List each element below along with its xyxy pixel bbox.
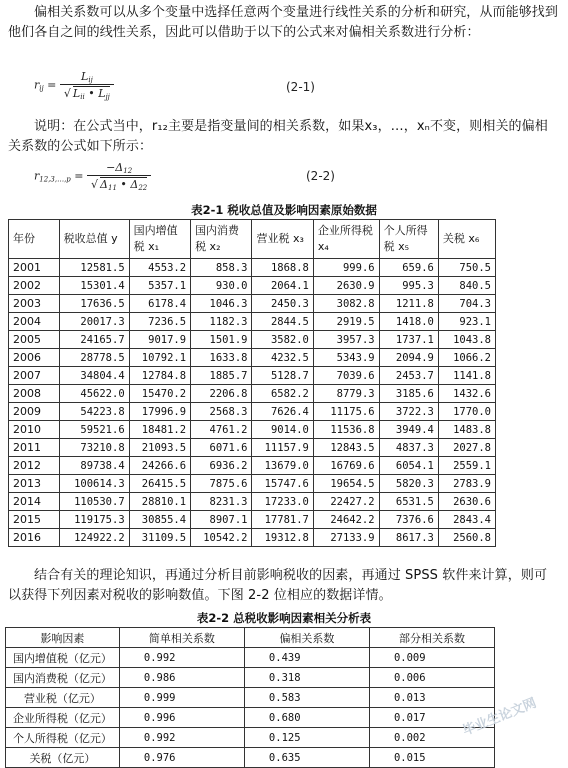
value-cell: 5128.7 — [252, 367, 313, 385]
year-cell: 2014 — [9, 493, 60, 511]
table-header-row — [6, 628, 495, 648]
table-row — [9, 313, 496, 331]
table-row — [9, 421, 496, 439]
value-cell: 2559.1 — [438, 457, 495, 475]
table-row — [9, 277, 496, 295]
value-cell: 19654.5 — [313, 475, 379, 493]
value-cell: 8617.3 — [379, 529, 438, 547]
value-cell: 995.3 — [379, 277, 438, 295]
coefficient-cell: 0.680 — [244, 708, 369, 728]
value-cell: 2844.5 — [252, 313, 313, 331]
table-row — [9, 493, 496, 511]
value-cell: 24642.2 — [313, 511, 379, 529]
paragraph-conclusion: 结合有关的理论知识，再通过分析目前影响税收的因素，再通过 SPSS 软件来计算，则可以获得下列因素对税收的影响数值。下图 2-2 位相应的数据详情。 — [8, 568, 548, 603]
table-row — [9, 439, 496, 457]
value-cell: 659.6 — [379, 259, 438, 277]
value-cell: 12784.8 — [129, 367, 190, 385]
year-cell: 2006 — [9, 349, 60, 367]
value-cell: 18481.2 — [129, 421, 190, 439]
value-cell: 28810.1 — [129, 493, 190, 511]
value-cell: 24165.7 — [59, 331, 129, 349]
coefficient-cell: 0.125 — [244, 728, 369, 748]
value-cell: 13679.0 — [252, 457, 313, 475]
year-cell: 2015 — [9, 511, 60, 529]
paragraph-explanation: 说明：在公式当中，r₁₂主要是指变量间的相关系数，如果x₃，…，xₙ不变，则相关的偏相关系数的公式如下所示： — [8, 119, 548, 154]
value-cell: 16769.6 — [313, 457, 379, 475]
value-cell: 30855.4 — [129, 511, 190, 529]
factor-cell: 国内增值税（亿元） — [6, 648, 120, 668]
value-cell: 1868.8 — [252, 259, 313, 277]
table-row — [6, 688, 495, 708]
value-cell: 3722.3 — [379, 403, 438, 421]
year-cell: 2001 — [9, 259, 60, 277]
value-cell: 31109.5 — [129, 529, 190, 547]
value-cell: 1633.8 — [191, 349, 252, 367]
value-cell: 2094.9 — [379, 349, 438, 367]
formula-2-2: $r_{12,3,\dots,p}$ = $\frac{-\Delta_{12}}{√ \Delta_{11} • \Delta_{22}}$ — [34, 161, 151, 192]
value-cell: 704.3 — [438, 295, 495, 313]
year-cell: 2009 — [9, 403, 60, 421]
value-cell: 6582.2 — [252, 385, 313, 403]
watermark: 毕业生论文网 — [460, 695, 539, 739]
value-cell: 1483.8 — [438, 421, 495, 439]
year-cell: 2007 — [9, 367, 60, 385]
value-cell: 1432.6 — [438, 385, 495, 403]
header-year: 年份 — [9, 220, 60, 259]
coefficient-cell: 0.992 — [119, 648, 244, 668]
value-cell: 2843.4 — [438, 511, 495, 529]
value-cell: 5820.3 — [379, 475, 438, 493]
value-cell: 1885.7 — [191, 367, 252, 385]
table-row — [9, 349, 496, 367]
header-personal-income-tax: 个人所得税 x₅ — [379, 220, 438, 259]
value-cell: 12581.5 — [59, 259, 129, 277]
coefficient-cell: 0.996 — [119, 708, 244, 728]
value-cell: 1418.0 — [379, 313, 438, 331]
value-cell: 119175.3 — [59, 511, 129, 529]
value-cell: 54223.8 — [59, 403, 129, 421]
value-cell: 28778.5 — [59, 349, 129, 367]
value-cell: 8907.1 — [191, 511, 252, 529]
value-cell: 1043.8 — [438, 331, 495, 349]
value-cell: 6936.2 — [191, 457, 252, 475]
value-cell: 4232.5 — [252, 349, 313, 367]
value-cell: 1737.1 — [379, 331, 438, 349]
table-row — [9, 385, 496, 403]
header-part-correlation: 部分相关系数 — [369, 628, 494, 648]
equation-number-2-1: (2-1) — [286, 80, 315, 94]
value-cell: 20017.3 — [59, 313, 129, 331]
value-cell: 2453.7 — [379, 367, 438, 385]
value-cell: 999.6 — [313, 259, 379, 277]
year-cell: 2016 — [9, 529, 60, 547]
value-cell: 4553.2 — [129, 259, 190, 277]
value-cell: 110530.7 — [59, 493, 129, 511]
year-cell: 2012 — [9, 457, 60, 475]
value-cell: 17781.7 — [252, 511, 313, 529]
year-cell: 2004 — [9, 313, 60, 331]
value-cell: 24266.6 — [129, 457, 190, 475]
value-cell: 8779.3 — [313, 385, 379, 403]
value-cell: 59521.6 — [59, 421, 129, 439]
value-cell: 4837.3 — [379, 439, 438, 457]
table-row — [6, 648, 495, 668]
table-row — [9, 331, 496, 349]
coefficient-cell: 0.976 — [119, 748, 244, 768]
value-cell: 5357.1 — [129, 277, 190, 295]
factor-cell: 国内消费税（亿元） — [6, 668, 120, 688]
value-cell: 1211.8 — [379, 295, 438, 313]
value-cell: 1046.3 — [191, 295, 252, 313]
value-cell: 2783.9 — [438, 475, 495, 493]
value-cell: 26415.5 — [129, 475, 190, 493]
year-cell: 2008 — [9, 385, 60, 403]
value-cell: 6071.6 — [191, 439, 252, 457]
value-cell: 2568.3 — [191, 403, 252, 421]
header-total-tax: 税收总值 y — [59, 220, 129, 259]
header-vat: 国内增值税 x₁ — [129, 220, 190, 259]
coefficient-cell: 0.635 — [244, 748, 369, 768]
value-cell: 3949.4 — [379, 421, 438, 439]
value-cell: 2630.6 — [438, 493, 495, 511]
value-cell: 7626.4 — [252, 403, 313, 421]
value-cell: 100614.3 — [59, 475, 129, 493]
value-cell: 6178.4 — [129, 295, 190, 313]
equation-number-2-2: (2-2) — [306, 169, 335, 183]
value-cell: 8231.3 — [191, 493, 252, 511]
value-cell: 9017.9 — [129, 331, 190, 349]
value-cell: 1501.9 — [191, 331, 252, 349]
coefficient-cell: 0.009 — [369, 648, 494, 668]
table-1-caption: 表2-1 税收总值及影响因素原始数据 — [191, 203, 377, 217]
value-cell: 12843.5 — [313, 439, 379, 457]
header-tariff: 关税 x₆ — [438, 220, 495, 259]
value-cell: 15301.4 — [59, 277, 129, 295]
value-cell: 7236.5 — [129, 313, 190, 331]
coefficient-cell: 0.015 — [369, 748, 494, 768]
value-cell: 19312.8 — [252, 529, 313, 547]
factor-cell: 个人所得税（亿元） — [6, 728, 120, 748]
value-cell: 3957.3 — [313, 331, 379, 349]
header-corporate-income-tax: 企业所得税 x₄ — [313, 220, 379, 259]
table-row — [9, 511, 496, 529]
value-cell: 17996.9 — [129, 403, 190, 421]
table-2-caption: 表2-2 总税收影响因素相关分析表 — [196, 611, 372, 625]
value-cell: 923.1 — [438, 313, 495, 331]
header-partial-correlation: 偏相关系数 — [244, 628, 369, 648]
table-row — [9, 475, 496, 493]
value-cell: 17233.0 — [252, 493, 313, 511]
value-cell: 840.5 — [438, 277, 495, 295]
tax-raw-data-table — [8, 219, 496, 547]
value-cell: 1770.0 — [438, 403, 495, 421]
coefficient-cell: 0.017 — [369, 708, 494, 728]
value-cell: 2064.1 — [252, 277, 313, 295]
year-cell: 2010 — [9, 421, 60, 439]
table-row — [9, 295, 496, 313]
value-cell: 1066.2 — [438, 349, 495, 367]
table-row — [9, 259, 496, 277]
value-cell: 73210.8 — [59, 439, 129, 457]
correlation-table — [5, 627, 495, 768]
factor-cell: 营业税（亿元） — [6, 688, 120, 708]
header-consumption-tax: 国内消费税 x₂ — [191, 220, 252, 259]
value-cell: 4761.2 — [191, 421, 252, 439]
value-cell: 7376.6 — [379, 511, 438, 529]
value-cell: 10542.2 — [191, 529, 252, 547]
value-cell: 27133.9 — [313, 529, 379, 547]
table-row — [6, 708, 495, 728]
value-cell: 2027.8 — [438, 439, 495, 457]
header-factor: 影响因素 — [6, 628, 120, 648]
year-cell: 2002 — [9, 277, 60, 295]
value-cell: 9014.0 — [252, 421, 313, 439]
coefficient-cell: 0.318 — [244, 668, 369, 688]
paragraph-intro: 偏相关系数可以从多个变量中选择任意两个变量进行线性关系的分析和研究，从而能够找到他们各自之间的线性关系，因此可以借助于以下的公式来对偏相关系数进行分析： — [8, 5, 559, 40]
value-cell: 7039.6 — [313, 367, 379, 385]
value-cell: 3185.6 — [379, 385, 438, 403]
value-cell: 858.3 — [191, 259, 252, 277]
factor-cell: 企业所得税（亿元） — [6, 708, 120, 728]
value-cell: 2206.8 — [191, 385, 252, 403]
table-row — [9, 403, 496, 421]
value-cell: 6531.5 — [379, 493, 438, 511]
value-cell: 89738.4 — [59, 457, 129, 475]
value-cell: 124922.2 — [59, 529, 129, 547]
coefficient-cell: 0.992 — [119, 728, 244, 748]
header-simple-correlation: 简单相关系数 — [119, 628, 244, 648]
value-cell: 22427.2 — [313, 493, 379, 511]
value-cell: 15470.2 — [129, 385, 190, 403]
year-cell: 2005 — [9, 331, 60, 349]
formula-2-1: $r_{ij}$ = $\frac{L_{ij}}{√ L_{ii} • L_{jj}}$ — [34, 70, 114, 101]
value-cell: 2919.5 — [313, 313, 379, 331]
value-cell: 11157.9 — [252, 439, 313, 457]
value-cell: 3082.8 — [313, 295, 379, 313]
year-cell: 2011 — [9, 439, 60, 457]
year-cell: 2013 — [9, 475, 60, 493]
coefficient-cell: 0.013 — [369, 688, 494, 708]
value-cell: 11175.6 — [313, 403, 379, 421]
coefficient-cell: 0.999 — [119, 688, 244, 708]
year-cell: 2003 — [9, 295, 60, 313]
coefficient-cell: 0.986 — [119, 668, 244, 688]
coefficient-cell: 0.439 — [244, 648, 369, 668]
value-cell: 6054.1 — [379, 457, 438, 475]
coefficient-cell: 0.583 — [244, 688, 369, 708]
value-cell: 15747.6 — [252, 475, 313, 493]
value-cell: 2630.9 — [313, 277, 379, 295]
value-cell: 1182.3 — [191, 313, 252, 331]
value-cell: 7875.6 — [191, 475, 252, 493]
value-cell: 5343.9 — [313, 349, 379, 367]
table-header-row — [9, 220, 496, 259]
table-row — [9, 529, 496, 547]
value-cell: 2560.8 — [438, 529, 495, 547]
value-cell: 17636.5 — [59, 295, 129, 313]
value-cell: 750.5 — [438, 259, 495, 277]
value-cell: 10792.1 — [129, 349, 190, 367]
value-cell: 45622.0 — [59, 385, 129, 403]
coefficient-cell: 0.002 — [369, 728, 494, 748]
value-cell: 34804.4 — [59, 367, 129, 385]
table-row — [6, 728, 495, 748]
value-cell: 930.0 — [191, 277, 252, 295]
header-business-tax: 营业税 x₃ — [252, 220, 313, 259]
coefficient-cell: 0.006 — [369, 668, 494, 688]
value-cell: 3582.0 — [252, 331, 313, 349]
value-cell: 2450.3 — [252, 295, 313, 313]
value-cell: 11536.8 — [313, 421, 379, 439]
table-row — [6, 668, 495, 688]
value-cell: 21093.5 — [129, 439, 190, 457]
table-row — [9, 367, 496, 385]
value-cell: 1141.8 — [438, 367, 495, 385]
table-row — [9, 457, 496, 475]
factor-cell: 关税（亿元） — [6, 748, 120, 768]
